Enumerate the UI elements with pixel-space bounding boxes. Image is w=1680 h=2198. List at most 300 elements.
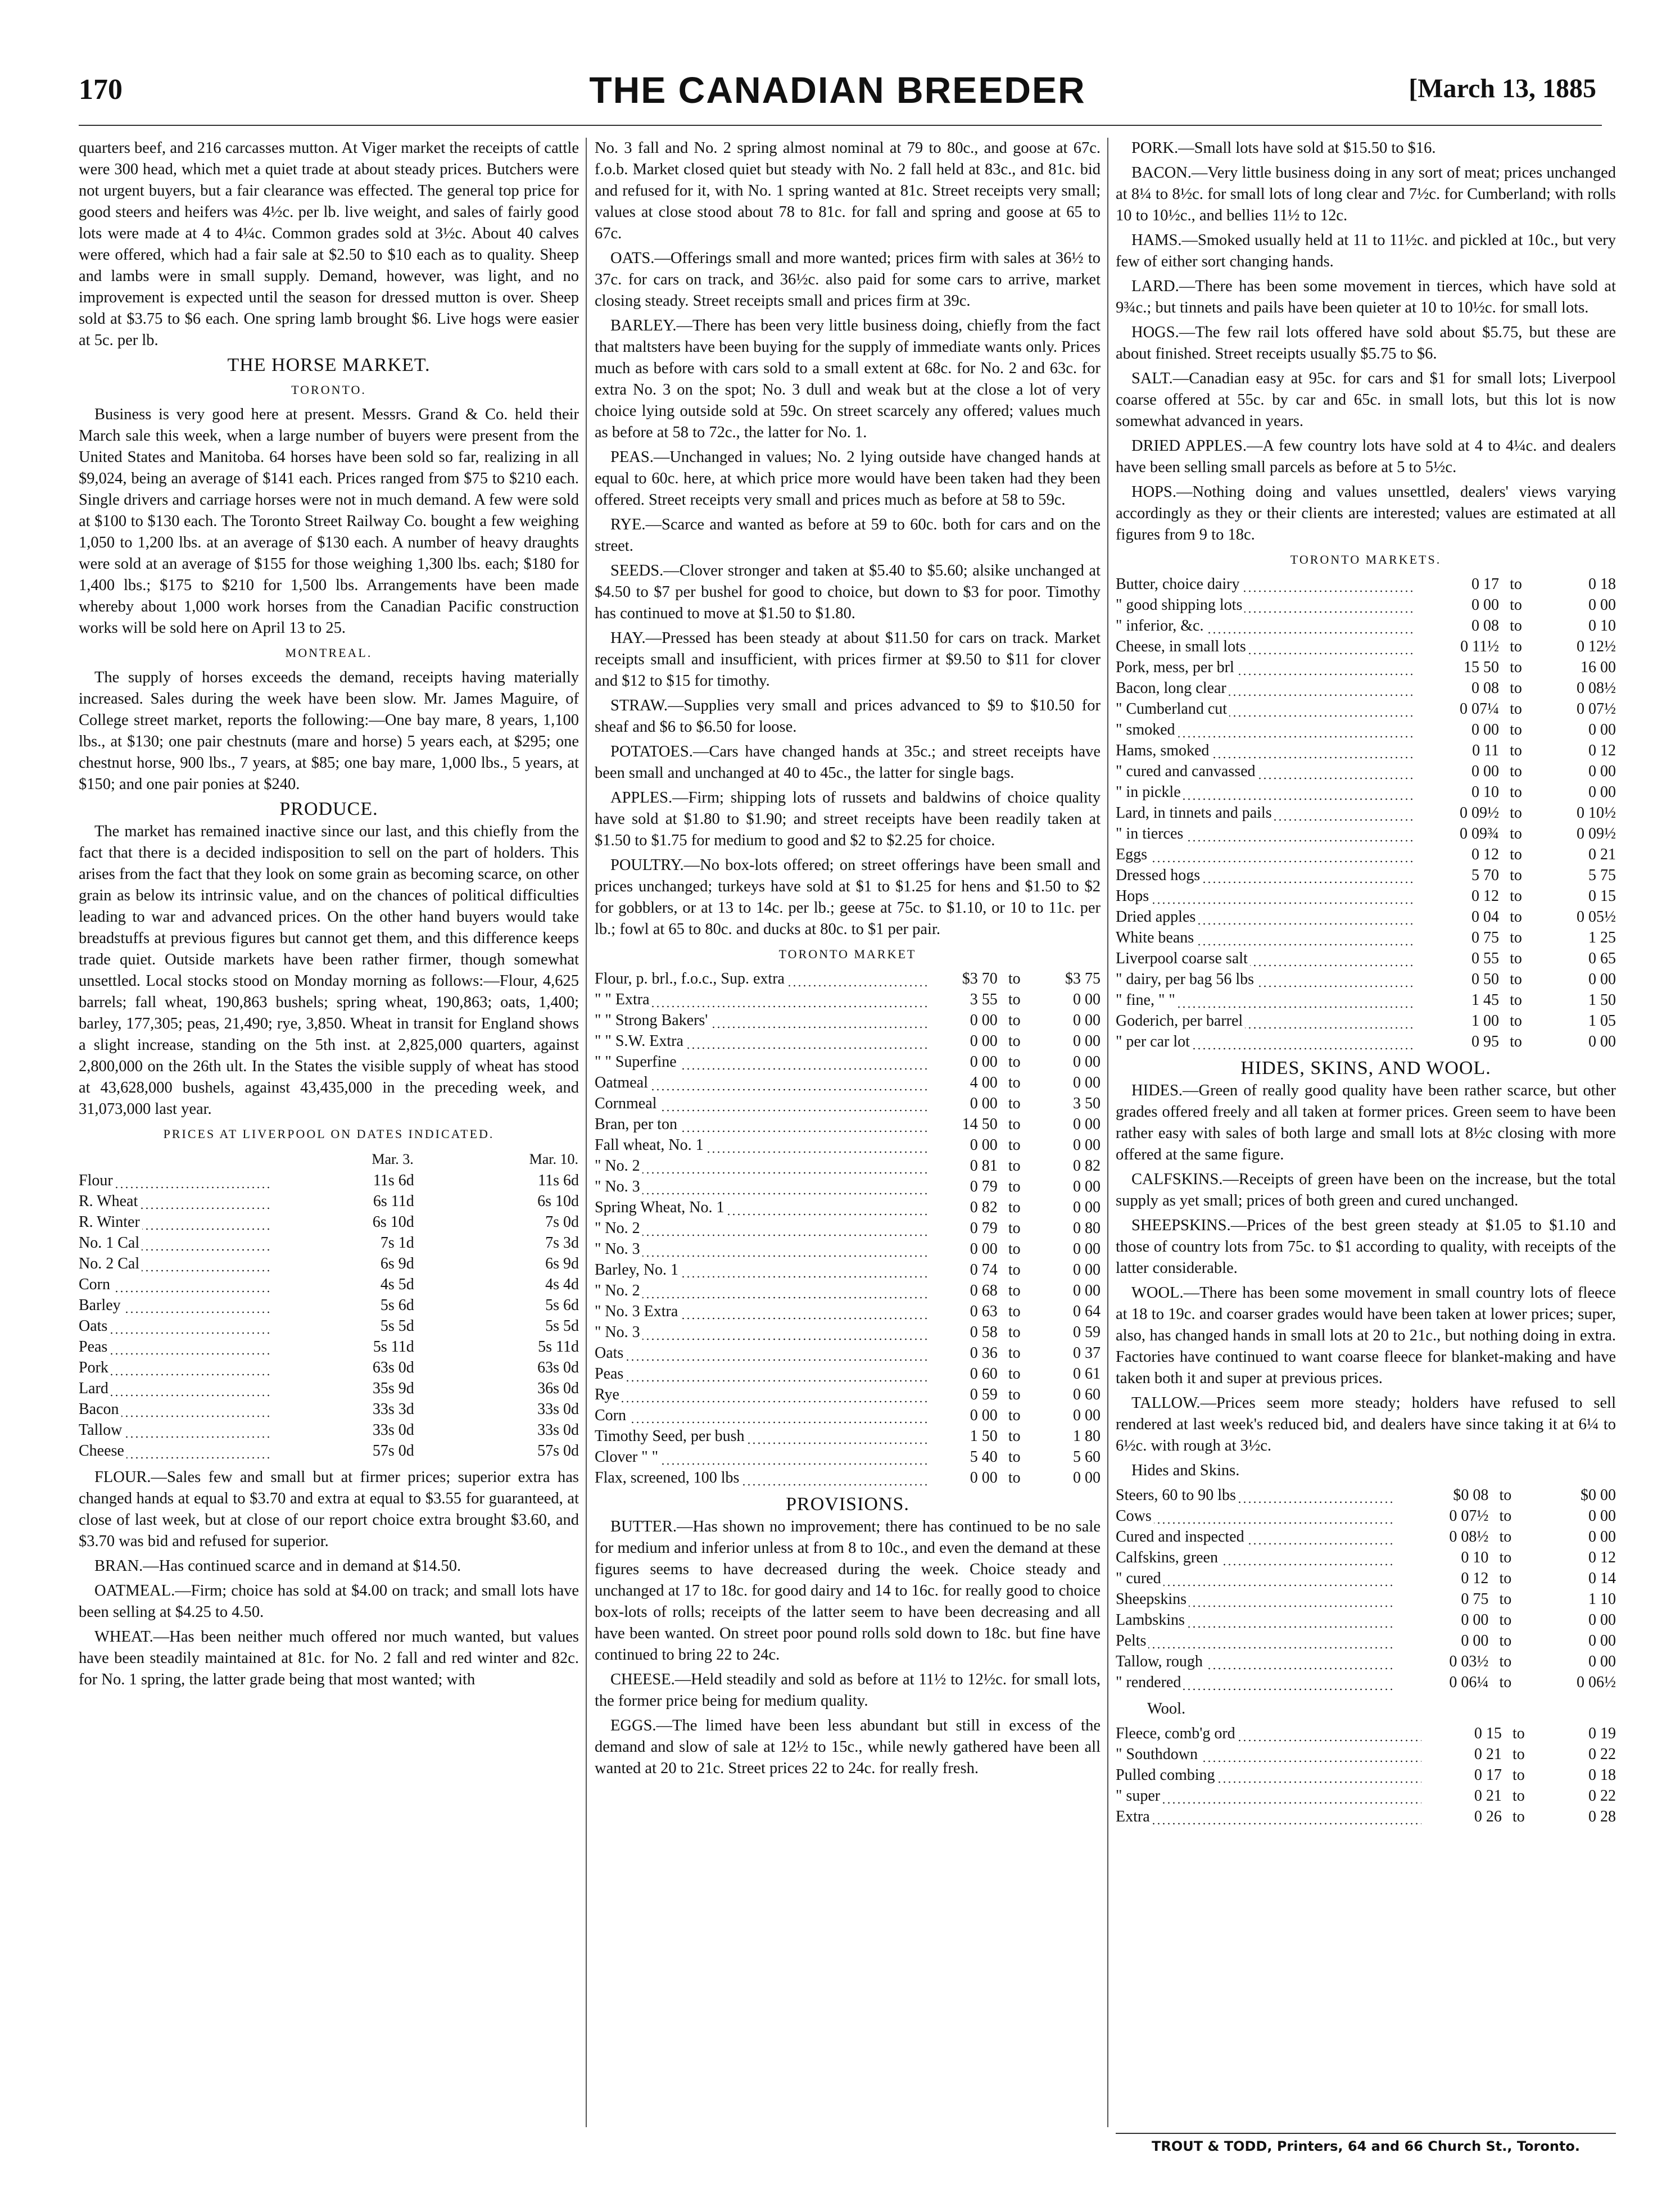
market-row	[595, 1467, 1101, 1488]
price-value: 0 07¼	[1460, 700, 1500, 718]
range-separator: to	[1513, 1766, 1525, 1784]
item-label-text: " No. 3 Extra	[595, 1303, 680, 1320]
price-value: 5 75	[1588, 867, 1616, 884]
markets-row	[1116, 927, 1616, 948]
price-value: 16 00	[1581, 659, 1616, 676]
price-value: 0 82	[970, 1199, 998, 1216]
liverpool-row	[79, 1295, 579, 1316]
page-header	[79, 69, 1596, 118]
toronto-markets-table	[1116, 574, 1616, 1052]
price-value: 0 12½	[1577, 638, 1616, 655]
item-label	[79, 1274, 271, 1295]
price-value: $0 00	[1581, 1487, 1616, 1504]
wool-table-body	[1116, 1723, 1616, 1827]
range-separator: to	[1510, 721, 1522, 738]
masthead-title: THE CANADIAN BREEDER	[589, 69, 1086, 111]
market-row	[595, 1218, 1101, 1239]
price-value: 0 12	[1588, 742, 1616, 759]
price-value: 1 05	[1588, 1012, 1616, 1030]
item-label	[79, 1378, 271, 1399]
hides-skins-subheading: Hides and Skins.	[1131, 1462, 1240, 1479]
price-value: 0 00	[1073, 1469, 1101, 1487]
item-label-text: Peas	[595, 1365, 626, 1383]
item-label	[1116, 1723, 1421, 1744]
item-label-text: " good shipping lots	[1116, 596, 1244, 614]
liverpool-row	[79, 1378, 579, 1399]
liverpool-row	[79, 1170, 579, 1191]
liverpool-row	[79, 1253, 579, 1274]
barley-paragraph: BARLEY.—There has been very little business doing, chiefly from the fact that maltsters have been buying for the supply of immediate wants only. Prices much as before with cars sold to a small extent at 68c. for No. 2 and 63c. for extra No. 3 on the spot; No. 3 dull and weak but at the close a lot of very choice lying outside sold at 59c. On street scarcely any offered; values much as before at 58 to 72c., the latter for No. 1.	[595, 317, 1101, 441]
hides-paragraph: HIDES.—Green of really good quality have been rather scarce, but other grades offered freely and all taken at former prices. Green seem to have been rather easy with sales of both large and small lots at 8½c closing with more offered at the same figure.	[1116, 1082, 1616, 1163]
item-label-text: Bran, per ton	[595, 1116, 680, 1133]
price-value: 0 26	[1474, 1808, 1502, 1825]
item-label	[1116, 615, 1416, 636]
horse-montreal-paragraph: The supply of horses exceeds the demand, receipts having materially increased. Sales during the week have been slow. Mr. James Maguire, of College street market, reports the following:—One bay mare, 8 years, 1,100 lbs., at $130; one pair chestnuts (mare and horse) 5 years each, at $295; one chestnut horse, 900 lbs., 7 years, at $85; one bay mare, 1,000 lbs., 5 years, at $150; and one pair ponies at $240.	[79, 669, 579, 793]
item-label	[1116, 574, 1416, 595]
markets-row	[1116, 948, 1616, 969]
produce-heading: PRODUCE.	[279, 799, 378, 819]
price-value: 0 00	[1073, 1407, 1101, 1424]
range-separator: to	[1499, 1570, 1512, 1587]
range-separator: to	[1499, 1611, 1512, 1629]
markets-row	[1116, 886, 1616, 907]
item-label	[595, 1343, 929, 1363]
item-label	[1116, 1765, 1421, 1785]
item-label-text: No. 1 Cal	[79, 1234, 142, 1252]
price-value: 0 22	[1588, 1787, 1616, 1805]
range-separator: to	[1008, 1157, 1021, 1175]
price-value: 0 00	[1073, 1261, 1101, 1279]
price-value: 0 00	[1471, 763, 1500, 780]
price-value: 5s 5d	[545, 1317, 579, 1335]
price-value: 0 00	[970, 1407, 998, 1424]
price-value: 5s 6d	[380, 1297, 414, 1314]
price-value: 0 60	[970, 1365, 998, 1383]
price-value: 63s 0d	[372, 1359, 414, 1376]
range-separator: to	[1510, 825, 1522, 842]
liverpool-row	[79, 1440, 579, 1461]
markets-row	[1116, 803, 1616, 823]
item-label-text: " No. 2	[595, 1220, 642, 1237]
oatmeal-paragraph: OATMEAL.—Firm; choice has sold at $4.00 on track; and small lots have been selling at $4.25 to 4.50.	[79, 1582, 579, 1621]
price-value: 0 00	[1073, 1199, 1101, 1216]
item-label	[595, 1322, 929, 1343]
item-label	[595, 989, 929, 1010]
item-label-text: Oatmeal	[595, 1074, 650, 1091]
toronto-markets-heading: TORONTO MARKETS.	[1290, 552, 1442, 567]
price-value: 0 00	[970, 1240, 998, 1258]
liverpool-table-body	[79, 1170, 579, 1461]
price-value: 5s 6d	[545, 1297, 579, 1314]
wheat-paragraph: WHEAT.—Has been neither much offered nor much wanted, but values have been steadily maintained at 81c. for No. 2 fall and red winter and 82c. for No. 1 spring, the latter grade being that most wanted; with	[79, 1628, 579, 1688]
price-value: 33s 3d	[372, 1401, 414, 1418]
price-value: 0 07½	[1577, 700, 1616, 718]
eggs-paragraph: EGGS.—The limed have been less abundant but still in excess of the demand and slow of sale at 12½ to 15c., while newly gathered have been all wanted at 20 to 21c. Street prices 22 to 24c. for really fresh.	[595, 1717, 1101, 1777]
item-label-text: Cornmeal	[595, 1095, 659, 1112]
wool-table	[1116, 1723, 1616, 1827]
item-label	[595, 1218, 929, 1239]
price-value: 0 00	[1073, 1012, 1101, 1029]
item-label	[1116, 1806, 1421, 1827]
item-label-text: R. Winter	[79, 1213, 142, 1231]
range-separator: to	[1510, 763, 1522, 780]
price-value: 7s 1d	[380, 1234, 414, 1252]
oats-paragraph: OATS.—Offerings small and more wanted; prices firm with sales at 36½ to 37c. for cars on track, and 36½c. also paid for some cars to arrive, market closing steady. Street receipts small and prices firm at 39c.	[595, 250, 1101, 310]
price-value: 0 63	[970, 1303, 998, 1320]
price-value: 0 14	[1588, 1570, 1616, 1587]
range-separator: to	[1008, 1448, 1021, 1466]
montreal-subheading: MONTREAL.	[285, 646, 373, 660]
item-label	[1116, 1744, 1421, 1765]
range-separator: to	[1510, 950, 1522, 967]
range-separator: to	[1008, 1324, 1021, 1341]
range-separator: to	[1513, 1725, 1525, 1742]
price-value: 0 58	[970, 1324, 998, 1341]
price-value: 0 68	[970, 1282, 998, 1299]
range-separator: to	[1510, 596, 1522, 614]
range-separator: to	[1008, 1386, 1021, 1403]
range-separator: to	[1510, 929, 1522, 946]
market-row	[595, 1031, 1101, 1052]
price-value: 0 12	[1471, 887, 1500, 905]
price-value: 63s 0d	[537, 1359, 579, 1376]
markets-row	[1116, 907, 1616, 927]
item-label	[79, 1253, 271, 1274]
price-value: 0 00	[1461, 1611, 1489, 1629]
price-value: 0 00	[1073, 1053, 1101, 1071]
markets-row	[1116, 719, 1616, 740]
item-label-text: " super	[1116, 1787, 1162, 1805]
markets-row	[1116, 844, 1616, 865]
price-value: 0 09¾	[1460, 825, 1500, 842]
range-separator: to	[1510, 679, 1522, 697]
price-value: 0 08½	[1449, 1528, 1489, 1546]
item-label	[1116, 1526, 1395, 1547]
price-value: 0 08½	[1577, 679, 1616, 697]
toronto-market-body	[595, 968, 1101, 1488]
tallow-paragraph: TALLOW.—Prices seem more steady; holders have refused to sell rendered at last week's reduced bid, and dealers have since taking it at 6¼ to 6½c. with rough at 3½c.	[1116, 1394, 1616, 1454]
item-label	[595, 1301, 929, 1322]
item-label	[1116, 1547, 1395, 1568]
markets-row	[1116, 865, 1616, 886]
price-value: 0 00	[1588, 1528, 1616, 1546]
item-label	[595, 1405, 929, 1426]
markets-row	[1116, 969, 1616, 990]
item-label	[1116, 1630, 1395, 1651]
item-label	[1116, 844, 1416, 865]
flour-paragraph: FLOUR.—Sales few and small but at firmer prices; superior extra has changed hands at equal to $3.70 and extra at equal to $3.55 for guaranteed, at close of last week, but at close of our report choice extra brought $3.60, and $3.70 was bid and refused for superior.	[79, 1469, 579, 1550]
hides-row	[1116, 1610, 1616, 1630]
item-label-text: " " Extra	[595, 991, 652, 1008]
item-label-text: " " Strong Bakers'	[595, 1012, 710, 1029]
market-row	[595, 1135, 1101, 1155]
price-value: 0 00	[1073, 1116, 1101, 1133]
price-value: 35s 9d	[372, 1380, 414, 1397]
item-label	[595, 968, 929, 989]
item-label-text: Sheepskins	[1116, 1590, 1189, 1608]
item-label	[1116, 990, 1416, 1010]
salt-paragraph: SALT.—Canadian easy at 95c. for cars and $1 for small lots; Liverpool coarse offered at 55c. by car and 65c. in small lots, but this lot is now somewhat advanced in years.	[1116, 370, 1616, 430]
item-label	[1116, 865, 1416, 886]
item-label	[79, 1357, 271, 1378]
price-value: 0 18	[1588, 1766, 1616, 1784]
poultry-paragraph: POULTRY.—No box-lots offered; on street offerings have been small and prices unchanged; turkeys have sold at $1 to $1.25 for hens and $1.50 to $2 for gobblers, or at 13 to 14c. per lb.; geese at 75c. to $1.10, or 10 to 11c. per lb.; fowl at 65 to 80c. and ducks at 80c. to $1 per pair.	[595, 856, 1101, 938]
item-label-text: " cured and canvassed	[1116, 763, 1258, 780]
price-value: 6s 11d	[373, 1193, 414, 1210]
price-value: 6s 10d	[537, 1193, 579, 1210]
price-value: 0 10½	[1577, 804, 1616, 822]
price-value: 1 00	[1471, 1012, 1500, 1030]
price-value: 0 36	[970, 1344, 998, 1362]
item-label	[1116, 948, 1416, 969]
range-separator: to	[1008, 1053, 1021, 1071]
price-value: 1 25	[1588, 929, 1616, 946]
hides-row	[1116, 1485, 1616, 1506]
item-label-text: " inferior, &c.	[1116, 617, 1206, 635]
item-label-text: Dried apples	[1116, 908, 1198, 926]
item-label-text: Fall wheat, No. 1	[595, 1136, 706, 1154]
item-label-text: " No. 3	[595, 1178, 642, 1195]
item-label-text: Timothy Seed, per bush	[595, 1427, 747, 1445]
item-label	[595, 1259, 929, 1280]
liverpool-heading: PRICES AT LIVERPOOL ON DATES INDICATED.	[163, 1127, 495, 1141]
hams-paragraph: HAMS.—Smoked usually held at 11 to 11½c. and pickled at 10c., but very few of either sort changing hands.	[1116, 232, 1616, 270]
item-label-text: " per car lot	[1116, 1033, 1192, 1050]
range-separator: to	[1510, 617, 1522, 635]
price-value: 11s 6d	[373, 1172, 414, 1189]
range-separator: to	[1008, 1199, 1021, 1216]
price-value: 0 03½	[1449, 1653, 1489, 1670]
liverpool-row	[79, 1316, 579, 1336]
price-value: 6s 9d	[545, 1255, 579, 1272]
price-value: 0 37	[1073, 1344, 1101, 1362]
item-label	[1116, 1785, 1421, 1806]
item-label	[595, 1384, 929, 1405]
wool-row	[1116, 1744, 1616, 1765]
item-label-text: Lard	[79, 1380, 111, 1397]
markets-row	[1116, 699, 1616, 719]
price-value: 0 81	[970, 1157, 998, 1175]
market-row	[595, 1093, 1101, 1114]
price-value: 0 18	[1588, 575, 1616, 593]
wool-row	[1116, 1723, 1616, 1744]
toronto-markets-body	[1116, 574, 1616, 1052]
range-separator: to	[1510, 846, 1522, 863]
hides-heading: HIDES, SKINS, AND WOOL.	[1240, 1058, 1491, 1078]
market-row	[595, 968, 1101, 989]
liverpool-col-header: Mar. 3.	[372, 1151, 414, 1167]
item-label-text: No. 2 Cal	[79, 1255, 142, 1272]
price-value: 0 00	[970, 1095, 998, 1112]
item-label-text: " cured	[1116, 1570, 1163, 1587]
item-label	[1116, 595, 1416, 615]
item-label	[595, 1176, 929, 1197]
item-label-text: " No. 2	[595, 1282, 642, 1299]
range-separator: to	[1513, 1787, 1525, 1805]
price-value: $0 08	[1453, 1487, 1489, 1504]
item-label-text: Pork	[79, 1359, 111, 1376]
liverpool-row	[79, 1420, 579, 1440]
butter-paragraph: BUTTER.—Has shown no improvement; there has continued to be no sale for medium and inferior unless at from 8 to 10c., and even the demand at these figures seems to have decreased during the week. Choice steady and unchanged at 17 to 18c. for good dairy and 14 to 16c. for really good to choice box-lots of rolls; receipts of the latter seem to have been decreasing and all have been wanted. On street poor pound rolls sold down to 18c. but fine have continued to bring 22 to 24c.	[595, 1518, 1101, 1664]
price-value: 0 59	[1073, 1324, 1101, 1341]
item-label-text: Cows	[1116, 1507, 1154, 1525]
range-separator: to	[1510, 742, 1522, 759]
price-value: 0 12	[1471, 846, 1500, 863]
item-label-text: " in tierces	[1116, 825, 1185, 842]
liverpool-row	[79, 1232, 579, 1253]
price-value: 0 74	[970, 1261, 998, 1279]
item-label-text: Hams, smoked	[1116, 742, 1211, 759]
item-label	[1116, 636, 1416, 657]
item-label	[595, 1426, 929, 1447]
hides-row	[1116, 1547, 1616, 1568]
item-label-text: Barley	[79, 1297, 123, 1314]
price-value: 0 04	[1471, 908, 1500, 926]
price-value: 0 00	[1073, 1074, 1101, 1091]
price-value: 0 00	[1588, 1653, 1616, 1670]
header-rule	[79, 125, 1602, 126]
markets-row	[1116, 740, 1616, 761]
price-value: 0 08	[1471, 617, 1500, 635]
range-separator: to	[1008, 1095, 1021, 1112]
item-label-text: Pulled combing	[1116, 1766, 1217, 1784]
price-value: 0 00	[970, 1012, 998, 1029]
wool-row	[1116, 1806, 1616, 1827]
item-label	[595, 1280, 929, 1301]
item-label-text: Butter, choice dairy	[1116, 575, 1242, 593]
market-row	[595, 1322, 1101, 1343]
range-separator: to	[1008, 1074, 1021, 1091]
item-label-text: Pelts	[1116, 1632, 1148, 1649]
price-value: 0 79	[970, 1178, 998, 1195]
item-label	[79, 1336, 271, 1357]
price-value: 0 79	[970, 1220, 998, 1237]
price-value: 0 61	[1073, 1365, 1101, 1383]
cheese-paragraph: CHEESE.—Held steadily and sold as before at 11½ to 12½c. for small lots, the former price being for medium quality.	[595, 1671, 1101, 1710]
range-separator: to	[1510, 1033, 1522, 1050]
market-row	[595, 1363, 1101, 1384]
price-value: 0 06½	[1577, 1674, 1616, 1691]
liverpool-row	[79, 1191, 579, 1212]
price-value: 0 19	[1588, 1725, 1616, 1742]
item-label-text: Steers, 60 to 90 lbs	[1116, 1487, 1238, 1504]
price-value: 33s 0d	[372, 1421, 414, 1439]
market-row	[595, 1072, 1101, 1093]
price-value: 1 10	[1588, 1590, 1616, 1608]
item-label	[595, 1197, 929, 1218]
range-separator: to	[1008, 1261, 1021, 1279]
price-value: 4 00	[970, 1074, 998, 1091]
market-row	[595, 1197, 1101, 1218]
item-label	[1116, 1485, 1395, 1506]
markets-row	[1116, 657, 1616, 678]
item-label-text: " smoked	[1116, 721, 1178, 738]
price-value: 0 64	[1073, 1303, 1101, 1320]
item-label-text: " dairy, per bag 56 lbs	[1116, 971, 1256, 988]
hides-row	[1116, 1672, 1616, 1693]
market-row	[595, 1176, 1101, 1197]
price-value: 0 09½	[1460, 804, 1500, 822]
wheat-continued-paragraph: No. 3 fall and No. 2 spring almost nominal at 79 to 80c., and goose at 67c. f.o.b. Market closed quiet but steady with No. 2 fall held at 83c., and 81c. bid and refused for it, with No. 1 spring wanted at 81c. Street receipts very small; values at close stood about 78 to 81c. for fall and spring and goose at 65 to 67c.	[595, 139, 1101, 242]
price-value: 0 00	[1073, 1240, 1101, 1258]
hogs-paragraph: HOGS.—The few rail lots offered have sold about $5.75, but these are about finished. Street receipts usually $5.75 to $6.	[1116, 324, 1616, 362]
rye-paragraph: RYE.—Scarce and wanted as before at 59 to 60c. both for cars and on the street.	[595, 516, 1101, 555]
range-separator: to	[1499, 1487, 1512, 1504]
market-row	[595, 1239, 1101, 1259]
liverpool-price-table	[79, 1148, 579, 1461]
item-label	[1116, 927, 1416, 948]
item-label-text: Calfskins, green	[1116, 1549, 1220, 1566]
range-separator: to	[1008, 1136, 1021, 1154]
liverpool-row	[79, 1399, 579, 1420]
cattle-market-paragraph: quarters beef, and 216 carcasses mutton. At Viger market the receipts of cattle were 300 head, which met a quiet trade at about steady prices. Butchers were not urgent buyers, but a fair clearance was effected. The general top price for good steers and heifers was 4½c. per lb. live weight, and sales of fairly good lots were made at 4 to 4¼c. Common grades sold at 3½c. About 40 calves were offered, which had a fair sale at $2.50 to $10 each as to quality. Sheep and lambs were in small supply. Demand, however, was light, and no improvement is expected until the season for dressed mutton is over. Sheep sold at $3.75 to $6 each. One spring lamb brought $6. Live hogs were easier at 5c. per lb.	[79, 139, 579, 349]
price-value: 4s 4d	[545, 1276, 579, 1293]
range-separator: to	[1008, 1240, 1021, 1258]
range-separator: to	[1008, 1282, 1021, 1299]
range-separator: to	[1510, 887, 1522, 905]
market-row	[595, 1280, 1101, 1301]
price-value: 33s 0d	[537, 1401, 579, 1418]
price-value: 0 15	[1588, 887, 1616, 905]
item-label	[79, 1440, 271, 1461]
item-label	[79, 1232, 271, 1253]
markets-row	[1116, 990, 1616, 1010]
price-value: 3 55	[970, 991, 998, 1008]
item-label	[1116, 1672, 1395, 1693]
price-value: 0 00	[1588, 1632, 1616, 1649]
item-label-text: Goderich, per barrel	[1116, 1012, 1245, 1030]
liverpool-row	[79, 1274, 579, 1295]
column-right	[1116, 138, 1616, 2138]
price-value: 1 80	[1073, 1427, 1101, 1445]
price-value: 0 07½	[1449, 1507, 1489, 1525]
hops-paragraph: HOPS.—Nothing doing and values unsettled, dealers' views varying accordingly as they or their clients are interested; values are estimated at all figures from 9 to 18c.	[1116, 483, 1616, 543]
item-label-text: Tallow, rough	[1116, 1653, 1205, 1670]
bran-paragraph: BRAN.—Has continued scarce and in demand at $14.50.	[94, 1557, 461, 1575]
item-label	[1116, 1651, 1395, 1672]
markets-row	[1116, 1031, 1616, 1052]
price-value: 0 00	[1588, 721, 1616, 738]
price-value: $3 70	[962, 970, 998, 987]
provisions-heading: PROVISIONS.	[786, 1494, 909, 1515]
item-label-text: Bacon	[79, 1401, 121, 1418]
item-label-text: Pork, mess, per brl	[1116, 659, 1237, 676]
range-separator: to	[1499, 1507, 1512, 1525]
item-label-text: Cured and inspected	[1116, 1528, 1247, 1546]
price-value: 0 00	[1588, 596, 1616, 614]
hay-paragraph: HAY.—Pressed has been steady at about $11.50 for cars on track. Market receipts small and insufficient, with prices firmer at $9.50 to $11 for clover and $12 to $15 for timothy.	[595, 629, 1101, 690]
hides-row	[1116, 1526, 1616, 1547]
item-label	[1116, 907, 1416, 927]
item-label-text: " fine, " "	[1116, 991, 1178, 1009]
market-row	[595, 1155, 1101, 1176]
price-value: 0 10	[1471, 783, 1500, 801]
market-row	[595, 1447, 1101, 1467]
item-label-text: Flax, screened, 100 lbs	[595, 1469, 741, 1487]
price-value: 57s 0d	[537, 1442, 579, 1460]
seeds-paragraph: SEEDS.—Clover stronger and taken at $5.40 to $5.60; alsike unchanged at $4.50 to $7 per bushel for good to choice, but down to $3 for poor. Timothy has continued to move at $1.50 to $1.80.	[595, 562, 1101, 622]
price-value: 7s 0d	[545, 1213, 579, 1231]
column-divider	[586, 138, 587, 2127]
range-separator: to	[1510, 659, 1522, 676]
markets-row	[1116, 595, 1616, 615]
item-label	[1116, 1589, 1395, 1610]
item-label	[595, 1363, 929, 1384]
column-left	[79, 138, 579, 2138]
item-label	[79, 1212, 271, 1232]
price-value: 0 21	[1474, 1746, 1502, 1763]
price-value: 0 17	[1474, 1766, 1502, 1784]
